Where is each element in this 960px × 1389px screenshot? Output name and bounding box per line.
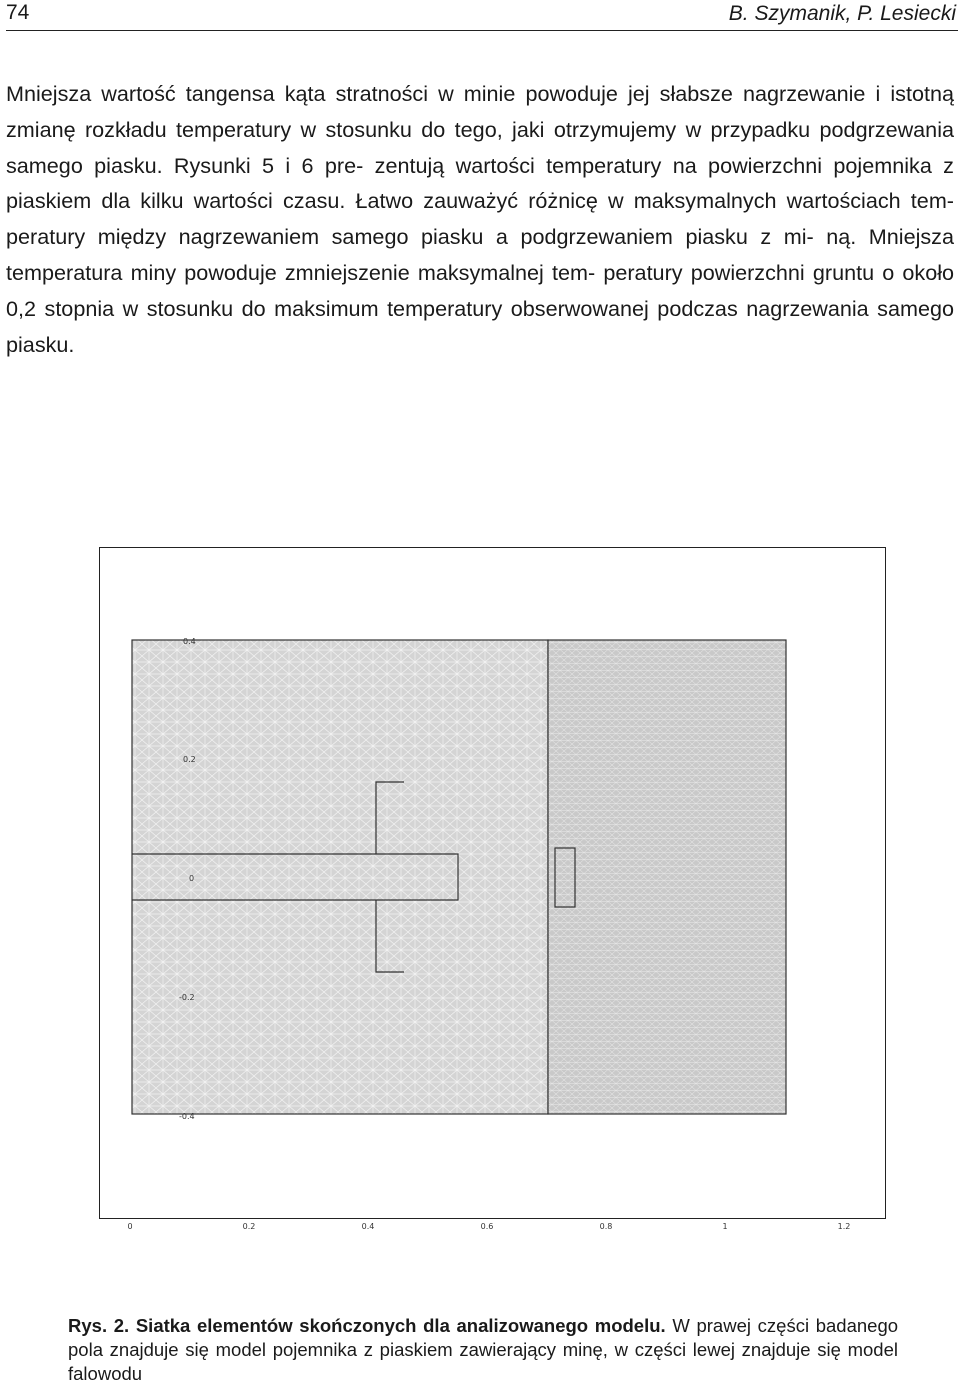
x-tick-label: 0.8 xyxy=(599,1222,613,1231)
figure-caption xyxy=(68,1314,898,1386)
x-axis-labels xyxy=(0,1215,960,1245)
mesh-plot xyxy=(100,548,885,1218)
x-tick-label: 0.6 xyxy=(480,1222,494,1231)
x-tick-label: 0 xyxy=(127,1222,133,1231)
caption-text: W prawej xyxy=(672,1315,751,1336)
mesh-figure xyxy=(99,547,886,1219)
paragraph-line: otrzymujemy w przypadku podgrzewania samego piasku. Rysunki 5 i 6 pre- xyxy=(6,116,954,178)
paragraph-line: peratury między nagrzewaniem samego piasku a podgrzewaniem piasku z mi- xyxy=(6,224,814,250)
paragraph-line: Mniejsza wartość tangensa kąta stratności w minie powoduje jej słabsze xyxy=(6,81,733,106)
x-tick-label: 0.4 xyxy=(361,1222,375,1231)
caption-text: części badanego pola znajduje się model pojemnika z piaskiem zawierający minę, xyxy=(68,1315,899,1360)
body-paragraph xyxy=(6,76,954,362)
right-domain-mesh xyxy=(548,640,786,1114)
running-authors: B. Szymanik, P. Lesiecki xyxy=(728,2,956,25)
paragraph-line: ną. Mniejsza temperatura miny powoduje zmniejszenie maksymalnej tem- xyxy=(6,224,954,285)
caption-text: w części lewej znajduje się model falowodu xyxy=(68,1339,898,1384)
paragraph-line: temperatury obserwowanej podczas nagrzewania samego piasku. xyxy=(6,295,955,357)
left-domain-mesh xyxy=(132,640,548,1114)
y-tick-label: 0.2 xyxy=(183,755,196,764)
x-tick-label: 0.2 xyxy=(242,1222,256,1231)
y-tick-label: -0.4 xyxy=(179,1112,195,1121)
x-tick-label: 1 xyxy=(722,1222,728,1231)
paragraph-line: peratury powierzchni gruntu o około 0,2 stopnia w stosunku do maksimum xyxy=(6,259,955,321)
paragraph-line: wartości czasu. Łatwo zauważyć różnicę w maksymalnych wartościach tem- xyxy=(193,188,954,214)
x-tick-label: 1.2 xyxy=(837,1222,851,1231)
y-tick-label: 0.4 xyxy=(183,637,196,646)
caption-title: Siatka elementów skończonych dla analizowanego modelu. xyxy=(135,1315,666,1336)
running-header xyxy=(6,0,958,31)
page-number: 74 xyxy=(6,1,30,24)
paragraph-line: zentują wartości temperatury na powierzchni pojemnika z piaskiem dla kilku xyxy=(6,152,954,214)
y-tick-label: -0.2 xyxy=(179,993,195,1002)
caption-label: Rys. 2. xyxy=(68,1315,130,1336)
y-tick-label: 0 xyxy=(189,874,195,883)
paragraph-line: nagrzewanie i istotną zmianę rozkładu temperatury w stosunku do tego, jaki xyxy=(6,81,954,142)
